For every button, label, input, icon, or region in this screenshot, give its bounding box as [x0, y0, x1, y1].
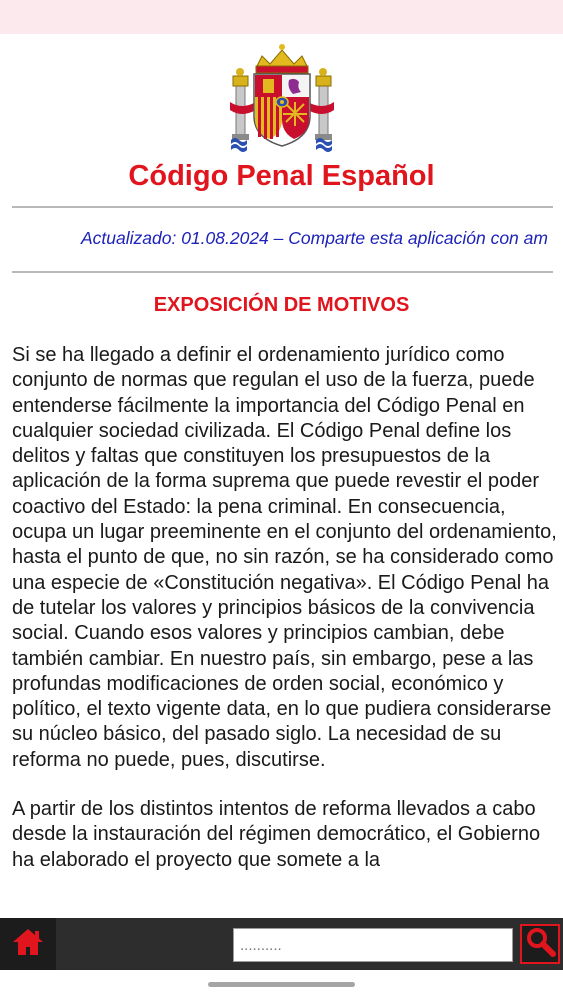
app-title: Código Penal Español	[128, 160, 435, 192]
search-panel	[56, 918, 563, 970]
divider-bottom	[12, 271, 553, 273]
home-button[interactable]	[0, 918, 56, 970]
paragraph: Si se ha llegado a definir el ordenamiento jurídico como conjunto de normas que regulan el uso de la fuerza, puede entenderse fácilmente la importancia del Código Penal en cualquier sociedad civilizada. El Código Penal define los delitos y faltas que constituyen los presupuestos de la aplicación de la forma suprema que puede revestir el poder coactivo del Estado: la pena criminal. En consecuencia, ocupa un lugar preeminente en el conjunto del ordenamiento, hasta el punto de que, no sin razón, se ha considerado como una especie de «Constitución negativa». El Código Penal ha de tutelar los valores y principios básicos de la convivencia social. Cuando esos valores y principios cambian, debe también cambiar. En nuestro país, sin embargo, pese a las profundas modificaciones de orden social, económico y político, el texto vigente data, en lo que pudiera considerarse su núcleo básico, del pasado siglo. La necesidad de su reforma no puede, pues, discutirse.	[12, 344, 557, 771]
update-ticker	[12, 228, 553, 252]
coat-of-arms-icon	[226, 42, 338, 154]
status-bar	[0, 0, 563, 34]
search-icon	[524, 926, 556, 963]
divider-top	[12, 206, 553, 208]
search-button[interactable]	[520, 924, 560, 964]
gesture-handle[interactable]	[208, 982, 355, 987]
law-text-content[interactable]	[12, 343, 558, 918]
paragraph: A partir de los distintos intentos de reforma llevados a cabo desde la instauración del régimen democrático, el Gobierno ha elaborado el proyecto que somete a la	[12, 798, 541, 871]
update-ticker-text: Actualizado: 01.08.2024 – Comparte esta aplicación con am	[81, 228, 548, 248]
system-navigation-area	[0, 970, 563, 1000]
bottom-toolbar	[0, 918, 563, 970]
section-heading: EXPOSICIÓN DE MOTIVOS	[153, 294, 410, 316]
search-input[interactable]	[233, 928, 513, 962]
home-icon	[11, 927, 45, 962]
